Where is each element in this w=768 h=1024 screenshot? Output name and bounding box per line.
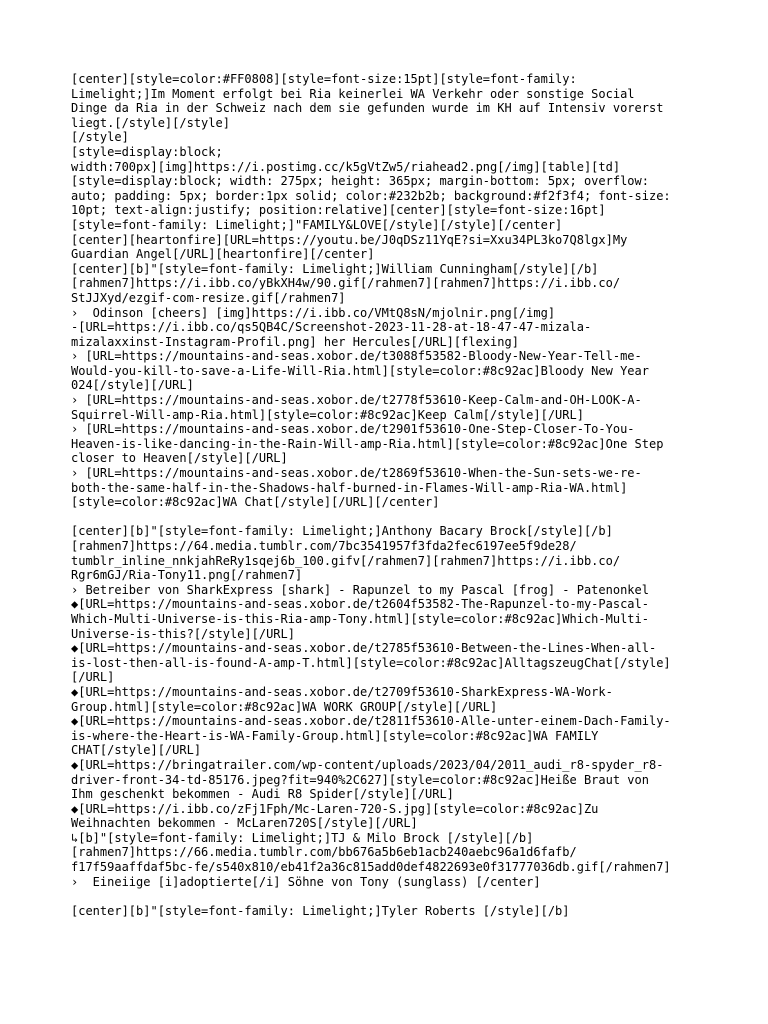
- paragraph-gap: [71, 889, 711, 904]
- text-line: ◆[URL=https://i.ibb.co/zFj1Fph/Mc-Laren-720-S.jpg][style=color:#8c92ac]Zu: [71, 801, 599, 816]
- text-line: both-the-same-half-in-the-Shadows-half-burned-in-Flames-Will-amp-Ria-WA.html]: [71, 480, 628, 495]
- text-line: ◆[URL=https://mountains-and-seas.xobor.de/t2604f53582-The-Rapunzel-to-my-Pascal-: [71, 597, 649, 612]
- text-line: Universe-is-this?[/style][/URL]: [71, 626, 295, 641]
- text-line: ↳[b]"[style=font-family: Limelight;]TJ & Milo Brock [/style][/b]: [71, 830, 534, 845]
- text-line: mizalaxxinst-Instagram-Profil.png] her Hercules[/URL][flexing]: [71, 334, 519, 349]
- text-line: › [URL=https://mountains-and-seas.xobor.de/t2869f53610-When-the-Sun-sets-we-re-: [71, 466, 642, 481]
- text-line: › Eineiige [i]adoptierte[/i] Söhne von Tony (sunglass) [/center]: [71, 874, 541, 889]
- text-line: › [URL=https://mountains-and-seas.xobor.de/t3088f53582-Bloody-New-Year-Tell-me-: [71, 349, 642, 364]
- text-line: Dinge da Ria in der Schweiz nach dem sie gefunden wurde im KH auf Intensiv vorerst: [71, 101, 664, 116]
- text-line: f17f59aaffdaf5bc-fe/s540x810/eb41f2a36c815add0def4822693e0f31777036db.gif[/rahmen7]: [71, 860, 671, 875]
- text-line: [center][style=color:#FF0808][style=font-size:15pt][style=font-family:: [71, 72, 577, 86]
- text-line: ◆[URL=https://mountains-and-seas.xobor.de/t2811f53610-Alle-unter-einem-Dach-Family-: [71, 714, 671, 729]
- text-line: › [URL=https://mountains-and-seas.xobor.de/t2901f53610-One-Step-Closer-To-You-: [71, 422, 635, 437]
- text-line: is-lost-then-all-is-found-A-amp-T.html][style=color:#8c92ac]AlltagszeugChat[/style]: [71, 655, 671, 670]
- text-line: Which-Multi-Universe-is-this-Ria-amp-Tony.html][style=color:#8c92ac]Which-Multi-: [71, 611, 649, 626]
- text-line: [center][b]"[style=font-family: Limelight;]William Cunningham[/style][/b]: [71, 261, 599, 276]
- text-line: [center][b]"[style=font-family: Limelight;]Tyler Roberts [/style][/b]: [71, 903, 570, 918]
- text-line: › Odinson [cheers] [img]https://i.ibb.co/VMtQ8sN/mjolnir.png[/img]: [71, 305, 556, 320]
- text-line: -[URL=https://i.ibb.co/qs5QB4C/Screenshot-2023-11-28-at-18-47-47-mizala-: [71, 320, 592, 335]
- paragraph: [71, 524, 711, 889]
- text-line: [style=display:block;: [71, 144, 223, 159]
- text-line: [style=display:block; width: 275px; height: 365px; margin-bottom: 5px; overflow:: [71, 174, 649, 189]
- text-line: liegt.[/style][/style]: [71, 115, 230, 130]
- text-line: Would-you-kill-to-save-a-Life-Will-Ria.html][style=color:#8c92ac]Bloody New Year: [71, 363, 649, 378]
- text-line: is-where-the-Heart-is-WA-Family-Group.html][style=color:#8c92ac]WA FAMILY: [71, 728, 599, 743]
- text-line: [rahmen7]https://66.media.tumblr.com/bb676a5b6eb1acb240aebc96a1d6fafb/: [71, 845, 577, 860]
- text-line: closer to Heaven[/style][/URL]: [71, 451, 288, 466]
- text-line: auto; padding: 5px; border:1px solid; color:#232b2b; background:#f2f3f4; font-size:: [71, 188, 671, 203]
- paragraph: [71, 904, 711, 919]
- text-line: 024[/style][/URL]: [71, 378, 194, 393]
- text-line: [/URL]: [71, 670, 115, 685]
- text-line: [style=color:#8c92ac]WA Chat[/style][/URL][/center]: [71, 495, 440, 510]
- text-line: ◆[URL=https://mountains-and-seas.xobor.de/t2709f53610-SharkExpress-WA-Work-: [71, 684, 613, 699]
- paragraph-gap: [71, 510, 711, 525]
- text-line: [rahmen7]https://i.ibb.co/yBkXH4w/90.gif[/rahmen7][rahmen7]https://i.ibb.co/: [71, 276, 621, 291]
- text-line: CHAT[/style][/URL]: [71, 743, 202, 758]
- text-line: [/style]: [71, 130, 129, 145]
- text-line: [center][b]"[style=font-family: Limelight;]Anthony Bacary Brock[/style][/b]: [71, 524, 613, 539]
- text-line: Heaven-is-like-dancing-in-the-Rain-Will-amp-Ria.html][style=color:#8c92ac]One Step: [71, 436, 664, 451]
- text-line: width:700px][img]https://i.postimg.cc/k5gVtZw5/riahead2.png[/img][table][td]: [71, 159, 621, 174]
- text-line: ◆[URL=https://bringatrailer.com/wp-content/uploads/2023/04/2011_audi_r8-spyder_r8-: [71, 757, 664, 772]
- text-line: Squirrel-Will-amp-Ria.html][style=color:#8c92ac]Keep Calm[/style][/URL]: [71, 407, 584, 422]
- text-line: Weihnachten bekommen - McLaren720S[/style][/URL]: [71, 816, 418, 831]
- text-line: driver-front-34-td-85176.jpeg?fit=940%2C627][style=color:#8c92ac]Heiße Braut von: [71, 772, 649, 787]
- text-line: ◆[URL=https://mountains-and-seas.xobor.de/t2785f53610-Between-the-Lines-When-all-: [71, 641, 657, 656]
- text-line: › [URL=https://mountains-and-seas.xobor.de/t2778f53610-Keep-Calm-and-OH-LOOK-A-: [71, 393, 642, 408]
- text-line: 10pt; text-align:justify; position:relative][center][style=font-size:16pt]: [71, 203, 606, 218]
- text-line: › Betreiber von SharkExpress [shark] - Rapunzel to my Pascal [frog] - Patenonkel: [71, 582, 649, 597]
- text-line: StJJXyd/ezgif-com-resize.gif[/rahmen7]: [71, 290, 346, 305]
- text-line: [center][heartonfire][URL=https://youtu.be/J0qDSz11YqE?si=Xxu34PL3ko7Q8lgx]My: [71, 232, 628, 247]
- text-line: [style=font-family: Limelight;]"FAMILY&LOVE[/style][/style][/center]: [71, 217, 563, 232]
- text-line: Group.html][style=color:#8c92ac]WA WORK GROUP[/style][/URL]: [71, 699, 498, 714]
- text-line: tumblr_inline_nnkjahReRy1sqej6b_100.gifv[/rahmen7][rahmen7]https://i.ibb.co/: [71, 553, 621, 568]
- document-body: [71, 72, 711, 918]
- paragraph: [71, 72, 711, 510]
- text-line: Ihm geschenkt bekommen - Audi R8 Spider[/style][/URL]: [71, 787, 454, 802]
- text-line: [rahmen7]https://64.media.tumblr.com/7bc3541957f3fda2fec6197ee5f9de28/: [71, 539, 577, 553]
- text-line: Rgr6mGJ/Ria-Tony11.png[/rahmen7]: [71, 568, 303, 583]
- text-line: Guardian Angel[/URL][heartonfire][/center]: [71, 247, 375, 262]
- text-line: Limelight;]Im Moment erfolgt bei Ria keinerlei WA Verkehr oder sonstige Social: [71, 86, 635, 101]
